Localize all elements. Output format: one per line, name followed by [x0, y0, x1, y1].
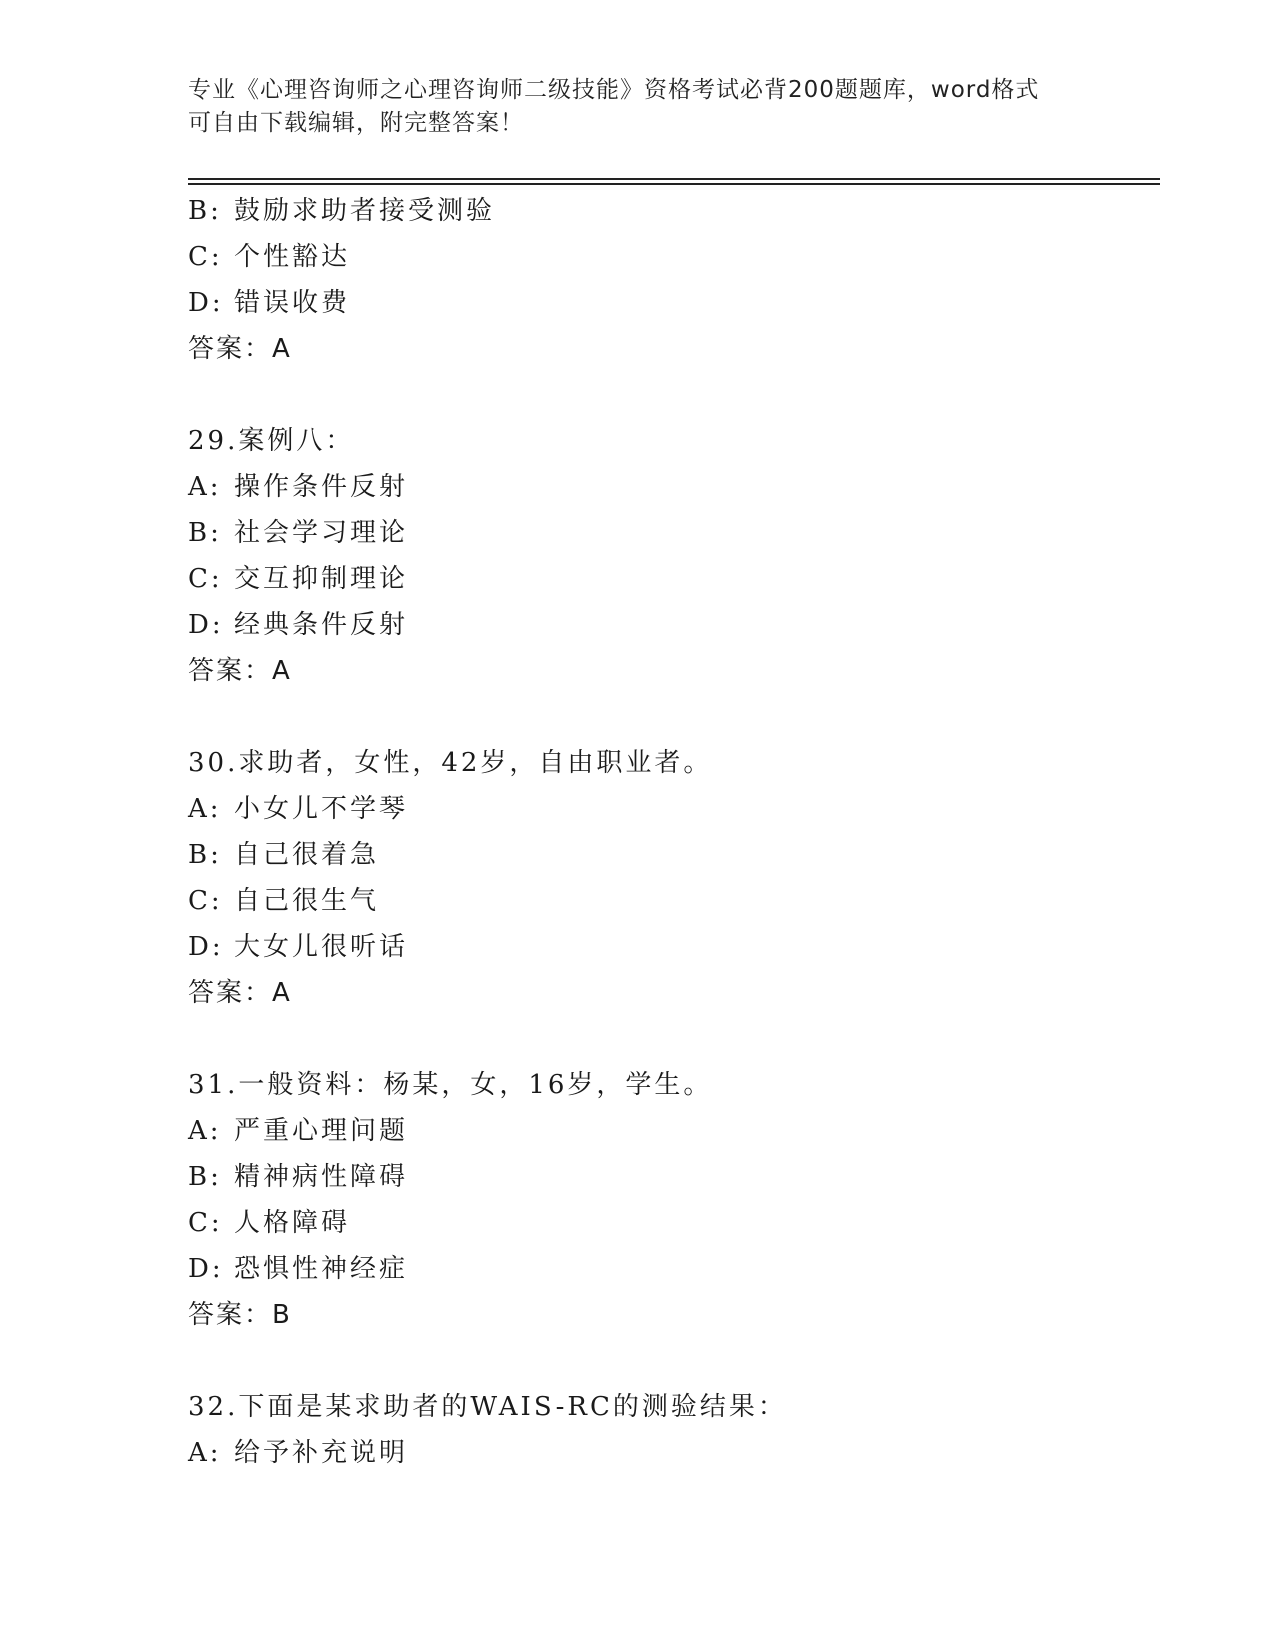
answer-option	[188, 1108, 1168, 1154]
option-text: 交互抑制理论	[234, 564, 409, 594]
option-text: 大女儿很听话	[234, 932, 409, 962]
question-block	[188, 1062, 1168, 1338]
answer-label: 答案：	[188, 656, 273, 686]
header-divider-bottom	[188, 183, 1160, 185]
option-letter: B:	[188, 1162, 222, 1192]
answer-option	[188, 1430, 1168, 1476]
option-text: 自己很生气	[234, 886, 380, 916]
header-line-2: 可自由下载编辑，附完整答案！	[188, 110, 524, 136]
answer-option	[188, 510, 1168, 556]
option-text: 经典条件反射	[234, 610, 409, 640]
option-text: 严重心理问题	[234, 1116, 409, 1146]
question-title: 29.案例八：	[188, 426, 355, 456]
option-text: 小女儿不学琴	[234, 794, 409, 824]
answer-option	[188, 1154, 1168, 1200]
answer-value: B	[272, 1300, 292, 1330]
option-text: 人格障碍	[234, 1208, 351, 1238]
option-letter: D:	[188, 1254, 224, 1284]
option-text: 操作条件反射	[234, 472, 409, 502]
answer-value: A	[272, 334, 292, 364]
option-letter: C:	[188, 564, 223, 594]
option-letter: D:	[188, 610, 224, 640]
header-divider-top	[188, 178, 1160, 180]
option-letter: D:	[188, 932, 224, 962]
answer-option	[188, 188, 1168, 234]
answer-label: 答案：	[188, 978, 273, 1008]
question-block	[188, 1384, 1168, 1476]
answer-option	[188, 1200, 1168, 1246]
answer-option	[188, 464, 1168, 510]
option-text: 社会学习理论	[234, 518, 409, 548]
answer-line	[188, 326, 1168, 372]
option-letter: C:	[188, 886, 223, 916]
option-text: 错误收费	[234, 288, 351, 318]
answer-line	[188, 648, 1168, 694]
answer-label: 答案：	[188, 334, 273, 364]
header-line-1: 专业《心理咨询师之心理咨询师二级技能》资格考试必背200题题库，word格式	[188, 77, 1040, 103]
option-letter: A:	[188, 1116, 222, 1146]
option-letter: A:	[188, 472, 222, 502]
option-letter: C:	[188, 242, 223, 272]
question-block	[188, 740, 1168, 1016]
answer-value: A	[272, 656, 292, 686]
question-title: 31.一般资料：杨某，女，16岁，学生。	[188, 1070, 713, 1100]
answer-option	[188, 280, 1168, 326]
question-block	[188, 418, 1168, 694]
answer-option	[188, 234, 1168, 280]
answer-option	[188, 556, 1168, 602]
option-letter: D:	[188, 288, 224, 318]
option-letter: B:	[188, 518, 222, 548]
option-letter: A:	[188, 1438, 222, 1468]
option-text: 个性豁达	[234, 242, 351, 272]
option-letter: B:	[188, 840, 222, 870]
answer-line	[188, 970, 1168, 1016]
option-text: 自己很着急	[234, 840, 380, 870]
option-letter: B:	[188, 196, 222, 226]
answer-label: 答案：	[188, 1300, 273, 1330]
answer-value: A	[272, 978, 292, 1008]
answer-option	[188, 832, 1168, 878]
answer-line	[188, 1292, 1168, 1338]
answer-option	[188, 1246, 1168, 1292]
answer-option	[188, 602, 1168, 648]
option-text: 恐惧性神经症	[234, 1254, 409, 1284]
option-letter: C:	[188, 1208, 223, 1238]
option-text: 鼓励求助者接受测验	[234, 196, 496, 226]
question-title: 32.下面是某求助者的WAIS-RC的测验结果：	[188, 1392, 787, 1422]
option-text: 给予补充说明	[234, 1438, 409, 1468]
answer-option	[188, 786, 1168, 832]
question-block	[188, 188, 1168, 372]
document-header	[188, 74, 1088, 140]
answer-option	[188, 924, 1168, 970]
question-list	[188, 188, 1168, 1476]
option-text: 精神病性障碍	[234, 1162, 409, 1192]
answer-option	[188, 878, 1168, 924]
option-letter: A:	[188, 794, 222, 824]
question-title: 30.求助者，女性，42岁，自由职业者。	[188, 748, 713, 778]
